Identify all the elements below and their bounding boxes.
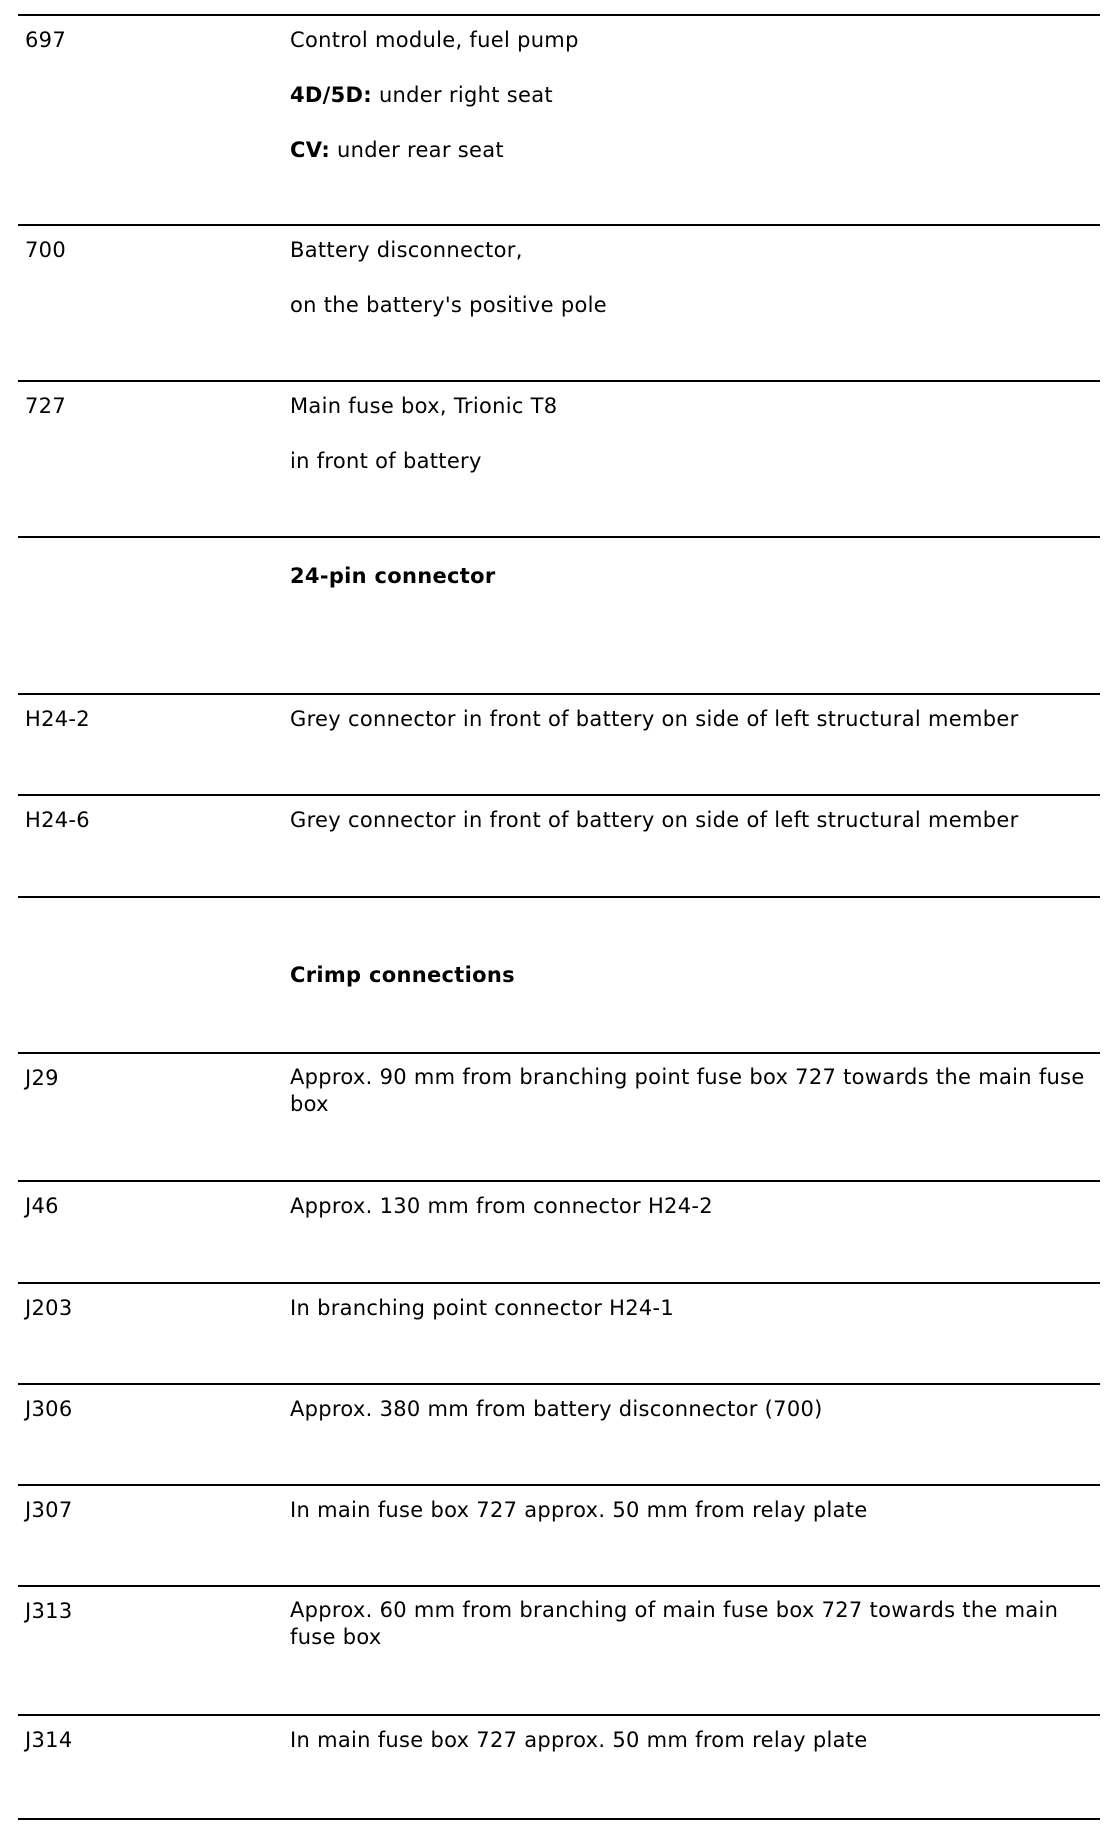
crimp-code: J29 (25, 1066, 59, 1090)
crimp-description: Approx. 60 mm from branching of main fuse box 727 towards the main fuse box (290, 1598, 1059, 1649)
section-header-row (18, 896, 1100, 1052)
variant-location: under right seat (371, 83, 553, 107)
component-description (290, 392, 1090, 475)
crimp-description: In main fuse box 727 approx. 50 mm from relay plate (290, 1728, 868, 1752)
description-line: Control module, fuel pump (290, 28, 579, 52)
crimp-description: Approx. 130 mm from connector H24-2 (290, 1194, 713, 1218)
crimp-code: J306 (25, 1397, 73, 1421)
table-row (18, 1180, 1100, 1282)
table-row (18, 224, 1100, 379)
crimp-description: In branching point connector H24-1 (290, 1296, 675, 1320)
section-heading: 24-pin connector (290, 564, 496, 588)
crimp-code: J46 (25, 1194, 59, 1218)
component-description (290, 26, 1090, 164)
crimp-description: Approx. 380 mm from battery disconnector (700) (290, 1397, 823, 1421)
table-row (18, 380, 1100, 536)
connector-code: H24-6 (25, 808, 90, 832)
table-row (18, 1383, 1100, 1484)
table-row (18, 794, 1100, 896)
crimp-code: J307 (25, 1498, 73, 1522)
table-row (18, 1052, 1100, 1180)
component-description (290, 236, 1090, 319)
component-code: 727 (25, 394, 66, 418)
table-row (18, 1714, 1100, 1818)
description-line (290, 136, 1090, 164)
description-line: on the battery's positive pole (290, 293, 607, 317)
crimp-code: J313 (25, 1599, 73, 1623)
description-line (290, 81, 1090, 109)
table-row (18, 1585, 1100, 1714)
crimp-description: Approx. 90 mm from branching point fuse box 727 towards the main fuse box (290, 1065, 1085, 1116)
table-row (18, 1282, 1100, 1383)
component-code: 700 (25, 238, 66, 262)
table-row (18, 14, 1100, 224)
crimp-description: In main fuse box 727 approx. 50 mm from relay plate (290, 1498, 868, 1522)
connector-description: Grey connector in front of battery on side of left structural member (290, 707, 1019, 731)
component-code: 697 (25, 28, 66, 52)
table-row (18, 693, 1100, 794)
connector-code: H24-2 (25, 707, 90, 731)
table-bottom-rule (18, 1818, 1100, 1820)
section-heading: Crimp connections (290, 963, 515, 987)
crimp-code: J314 (25, 1728, 73, 1752)
description-line: in front of battery (290, 449, 482, 473)
variant-label: 4D/5D: (290, 83, 372, 107)
table-row (18, 1484, 1100, 1585)
description-line: Main fuse box, Trionic T8 (290, 394, 558, 418)
crimp-code: J203 (25, 1296, 73, 1320)
variant-location: under rear seat (330, 138, 504, 162)
description-line: Battery disconnector, (290, 238, 523, 262)
section-header-row (18, 536, 1100, 693)
variant-label: CV: (290, 138, 331, 162)
connector-description: Grey connector in front of battery on side of left structural member (290, 808, 1019, 832)
